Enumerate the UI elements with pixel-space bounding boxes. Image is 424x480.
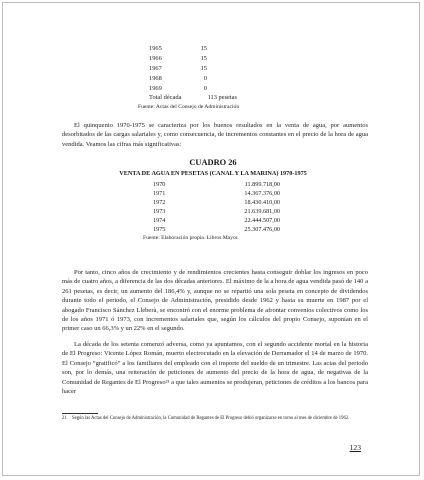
value-cell: 15 (200, 45, 207, 52)
table-row (143, 181, 303, 190)
cuadro-subtitle: VENTA DE AGUA EN PESETAS (CANAL Y LA MARINA) 1970-1975 (119, 170, 307, 177)
year-cell: 1972 (153, 199, 166, 206)
year-cell: 1974 (153, 217, 166, 224)
paragraph (62, 340, 368, 396)
value-cell: 0 (203, 85, 207, 92)
footnote-text: Según las Actas del Consejo de Administración, la Comunidad de Regantes de El Progreso debió organizarse en torno al mes de diciembre de 1962. (72, 416, 350, 421)
table-row (143, 208, 303, 217)
footnote-divider (62, 413, 98, 414)
table-row (143, 190, 303, 199)
page-frame (2, 2, 420, 476)
table-total-row (145, 93, 325, 103)
table-row (143, 199, 303, 208)
year-cell: 1966 (149, 55, 162, 62)
year-cell: 1971 (153, 190, 166, 197)
footnote-number: 21 (62, 416, 67, 421)
paragraph (62, 268, 368, 334)
table-row (145, 44, 325, 54)
paragraph-text: Por tanto, cinco años de crecimiento y de rendimientos crecientes hasta conseguir doblar los ingresos en poco más de cuatro años, a diferencia de las dos décadas anteriores. El máximo de la a hora de agua vendida pasó de 140 a 261 pesetas, es decir, un aumento del 186,4% y, aunque no se repartió una sola peseta en concepto de dividendos durante todo el periodo, el Consejo de Administración, presidido desde 1962 y hasta su muerte en 1987 por el abogado Francisco Sánchez Lleberà, se encontró con el enorme problema de afrontar convenios colectivos como los de los años 1971 ó 1973, con incrementos salariales que, según los cálculos del propio Consejo, suponían en el primer caso un 66,3% y un 22% en el segundo. (62, 269, 368, 333)
cuadro-title: CUADRO 26 (189, 158, 237, 167)
year-cell: 1970 (153, 181, 166, 188)
footnote (62, 416, 352, 422)
table-row (143, 226, 303, 235)
year-cell: 1968 (149, 75, 162, 82)
year-cell: 1969 (149, 85, 162, 92)
table-row (145, 54, 325, 64)
value-cell: 11.899.718,00 (244, 181, 280, 188)
table-row (145, 74, 325, 84)
value-cell: 25.307.476,00 (244, 226, 280, 233)
table-row (145, 64, 325, 74)
book-page (3, 3, 420, 476)
paragraph-text: El quinquenio 1970-1975 se caracteriza por los buenos resultados en la venta de agua, por aumentos desorbitados de las cargas salariales y, como consecuencia, de incrementos constantes en el precio de la hora de agua vendida. Veamos las cifras más significativas: (62, 122, 368, 148)
total-value: 113 pesetas (207, 94, 237, 101)
value-cell: 14.367.376,00 (244, 190, 280, 197)
table-source: Fuente: Actas del Consejo de Administración (138, 104, 240, 110)
year-cell: 1975 (153, 226, 166, 233)
year-cell: 1965 (149, 45, 162, 52)
value-cell: 21.639.681,00 (244, 208, 280, 215)
value-cell: 0 (203, 75, 207, 82)
value-cell: 15 (200, 55, 207, 62)
value-cell: 15 (200, 65, 207, 72)
paragraph-text: La década de los setenta comenzó adversa, como ya apuntamos, con el segundo accidente mortal en la historia de El Progreso: Vicente López Román, muerto electrocutado en la elevación de Derramador el 14 de marzo de 1970. El Consejo “gratificó” a los familiares del empleado con el importe del sueldo de un trimestre. Las actas del periodo son, por lo demás, una reiteración de peticiones de aumento del precio de la hora de agua, de negativas de la Comunidad de Regantes de El Progreso²¹ a que tales aumentos se produjeran, peticiones de créditos a los bancos para hacer (62, 341, 368, 396)
page-number: 123 (349, 443, 361, 452)
value-cell: 18.430.410,00 (244, 199, 280, 206)
total-label: Total década (149, 94, 182, 101)
paragraph (62, 121, 368, 149)
year-cell: 1973 (153, 208, 166, 215)
value-cell: 22.444.507,00 (244, 217, 280, 224)
year-cell: 1967 (149, 65, 162, 72)
table-row (143, 217, 303, 226)
cuadro-source: Fuente: Elaboración propia. Libros Mayor. (143, 235, 239, 241)
